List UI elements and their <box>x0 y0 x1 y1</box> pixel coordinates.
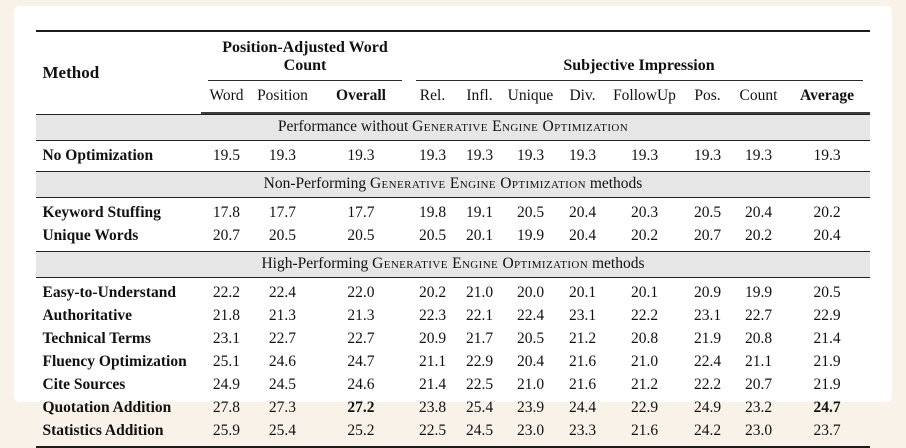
value-cell: 19.5 <box>212 147 241 164</box>
table-row <box>36 278 869 305</box>
band-text-suffix: methods <box>588 255 645 272</box>
value-cell: 20.4 <box>568 204 597 221</box>
method-cell: Fluency Optimization <box>42 353 187 370</box>
band-text-prefix: Non-Performing <box>263 175 370 192</box>
table-row <box>36 141 869 171</box>
group-header-word-count <box>201 32 408 81</box>
table-row <box>36 198 869 225</box>
value-cell: 19.3 <box>516 147 545 164</box>
value-cell: 20.5 <box>516 330 545 347</box>
section-band-row <box>36 171 869 198</box>
table-row <box>36 305 869 328</box>
value-cell: 25.9 <box>212 422 241 439</box>
value-cell: 20.7 <box>693 227 722 244</box>
value-cell: 17.7 <box>268 204 297 221</box>
value-cell: 21.4 <box>813 330 841 347</box>
value-cell: 22.9 <box>813 307 841 324</box>
value-cell: 22.3 <box>418 307 447 324</box>
value-cell: 22.4 <box>516 307 545 324</box>
value-cell: 21.1 <box>744 353 773 370</box>
col-header-div: Div. <box>559 81 607 114</box>
value-cell: 24.4 <box>568 399 597 416</box>
band-text-smallcaps: Generative Engine Optimization <box>412 118 629 135</box>
value-cell: 25.2 <box>347 422 375 439</box>
value-cell: 24.2 <box>693 422 722 439</box>
value-cell: 19.3 <box>347 147 375 164</box>
value-cell: 19.9 <box>516 227 545 244</box>
method-cell: Statistics Addition <box>42 422 164 439</box>
value-cell: 19.3 <box>813 147 841 164</box>
value-cell: 19.3 <box>418 147 447 164</box>
band-text-suffix: methods <box>585 175 643 192</box>
group-label-subjective: Subjective Impression <box>416 57 863 81</box>
value-cell: 20.4 <box>516 353 545 370</box>
band-text-smallcaps: Generative Engine Optimization <box>372 255 589 272</box>
value-cell: 24.7 <box>813 399 841 416</box>
method-cell: Cite Sources <box>42 376 126 393</box>
value-cell: 23.0 <box>516 422 545 439</box>
value-cell: 22.1 <box>465 307 494 324</box>
col-header-followup: FollowUp <box>607 81 683 114</box>
value-cell: 19.3 <box>693 147 722 164</box>
value-cell: 20.5 <box>418 227 447 244</box>
value-cell: 20.5 <box>516 204 545 221</box>
value-cell: 21.2 <box>630 376 659 393</box>
value-cell: 24.9 <box>693 399 722 416</box>
method-column-header: Method <box>42 63 100 82</box>
value-cell: 19.3 <box>268 147 297 164</box>
method-cell: Authoritative <box>42 307 133 324</box>
value-cell: 17.8 <box>212 204 241 221</box>
section-band <box>36 251 869 278</box>
value-cell: 23.3 <box>568 422 597 439</box>
value-cell: 21.4 <box>418 376 447 393</box>
value-cell: 24.5 <box>268 376 297 393</box>
value-cell: 19.8 <box>418 204 447 221</box>
value-cell: 20.1 <box>630 284 659 301</box>
col-header-average: Average <box>785 81 870 114</box>
value-cell: 19.3 <box>568 147 597 164</box>
value-cell: 20.2 <box>630 227 659 244</box>
value-cell: 21.0 <box>630 353 659 370</box>
value-cell: 25.4 <box>465 399 494 416</box>
value-cell: 21.3 <box>347 307 375 324</box>
value-cell: 27.3 <box>268 399 297 416</box>
results-table <box>36 30 869 448</box>
table-row <box>36 351 869 374</box>
value-cell: 21.6 <box>568 376 597 393</box>
value-cell: 22.4 <box>693 353 722 370</box>
value-cell: 23.0 <box>744 422 773 439</box>
band-text-prefix: Performance without <box>277 118 413 135</box>
value-cell: 25.4 <box>268 422 297 439</box>
col-header-rel: Rel. <box>409 81 457 114</box>
value-cell: 20.2 <box>813 204 841 221</box>
value-cell: 20.2 <box>418 284 447 301</box>
value-cell: 20.4 <box>744 204 773 221</box>
value-cell: 21.1 <box>418 353 447 370</box>
method-cell: Quotation Addition <box>42 399 172 416</box>
value-cell: 20.0 <box>516 284 545 301</box>
value-cell: 22.2 <box>630 307 659 324</box>
value-cell: 20.8 <box>630 330 659 347</box>
value-cell: 21.9 <box>813 376 841 393</box>
value-cell: 19.3 <box>630 147 659 164</box>
value-cell: 20.1 <box>465 227 494 244</box>
section-band <box>36 171 869 198</box>
value-cell: 20.2 <box>744 227 773 244</box>
method-cell: Easy-to-Understand <box>42 284 176 301</box>
value-cell: 20.5 <box>347 227 375 244</box>
table-row <box>36 225 869 252</box>
value-cell: 23.1 <box>212 330 241 347</box>
value-cell: 20.3 <box>630 204 659 221</box>
col-header-count: Count <box>733 81 785 114</box>
group-header-row <box>36 32 869 81</box>
col-header-word: Word <box>201 81 251 114</box>
table-row <box>36 328 869 351</box>
value-cell: 24.7 <box>347 353 375 370</box>
value-cell: 22.5 <box>418 422 447 439</box>
value-cell: 19.1 <box>465 204 494 221</box>
value-cell: 20.8 <box>744 330 773 347</box>
value-cell: 23.1 <box>568 307 597 324</box>
value-cell: 21.0 <box>465 284 494 301</box>
section-band <box>36 114 869 141</box>
value-cell: 20.5 <box>813 284 841 301</box>
value-cell: 20.7 <box>212 227 241 244</box>
value-cell: 22.7 <box>744 307 773 324</box>
value-cell: 19.3 <box>744 147 773 164</box>
table-body <box>36 114 869 446</box>
value-cell: 22.7 <box>347 330 375 347</box>
value-cell: 21.0 <box>516 376 545 393</box>
value-cell: 24.6 <box>347 376 375 393</box>
value-cell: 20.5 <box>693 204 722 221</box>
value-cell: 21.6 <box>630 422 659 439</box>
value-cell: 21.3 <box>268 307 297 324</box>
table-row <box>36 397 869 420</box>
col-header-unique: Unique <box>503 81 559 114</box>
value-cell: 22.9 <box>630 399 659 416</box>
value-cell: 24.9 <box>212 376 241 393</box>
value-cell: 24.6 <box>268 353 297 370</box>
value-cell: 23.8 <box>418 399 447 416</box>
value-cell: 23.9 <box>516 399 545 416</box>
table-header <box>36 32 869 114</box>
method-cell: No Optimization <box>42 147 154 164</box>
value-cell: 21.7 <box>465 330 494 347</box>
value-cell: 19.9 <box>744 284 773 301</box>
col-header-pos: Pos. <box>683 81 733 114</box>
group-label-word-count: Position-Adjusted Word Count <box>208 39 401 81</box>
band-text-smallcaps: Generative Engine Optimization <box>369 175 586 192</box>
method-cell: Unique Words <box>42 227 139 244</box>
method-cell: Keyword Stuffing <box>42 204 161 221</box>
value-cell: 20.4 <box>568 227 597 244</box>
method-cell: Technical Terms <box>42 330 151 347</box>
value-cell: 17.7 <box>347 204 375 221</box>
value-cell: 21.6 <box>568 353 597 370</box>
value-cell: 22.4 <box>268 284 297 301</box>
value-cell: 23.1 <box>693 307 722 324</box>
table-row <box>36 420 869 447</box>
value-cell: 22.9 <box>465 353 494 370</box>
band-text-prefix: High-Performing <box>261 255 373 272</box>
value-cell: 21.9 <box>693 330 722 347</box>
section-band-row <box>36 114 869 141</box>
value-cell: 20.7 <box>744 376 773 393</box>
table-row <box>36 374 869 397</box>
value-cell: 25.1 <box>212 353 241 370</box>
value-cell: 22.2 <box>212 284 241 301</box>
group-header-subjective <box>409 32 870 81</box>
col-header-infl: Infl. <box>457 81 503 114</box>
value-cell: 20.1 <box>568 284 597 301</box>
value-cell: 22.5 <box>465 376 494 393</box>
value-cell: 20.4 <box>813 227 841 244</box>
value-cell: 19.3 <box>465 147 494 164</box>
paper-card <box>14 6 892 439</box>
value-cell: 20.9 <box>418 330 447 347</box>
col-header-position: Position <box>251 81 313 114</box>
section-band-row <box>36 251 869 278</box>
value-cell: 21.2 <box>568 330 597 347</box>
value-cell: 22.7 <box>268 330 297 347</box>
value-cell: 27.2 <box>347 399 375 416</box>
col-header-overall: Overall <box>313 81 408 114</box>
value-cell: 21.8 <box>212 307 241 324</box>
value-cell: 20.9 <box>693 284 722 301</box>
value-cell: 23.7 <box>813 422 841 439</box>
value-cell: 21.9 <box>813 353 841 370</box>
value-cell: 23.2 <box>744 399 773 416</box>
value-cell: 20.5 <box>268 227 297 244</box>
value-cell: 27.8 <box>212 399 241 416</box>
value-cell: 22.0 <box>347 284 375 301</box>
value-cell: 24.5 <box>465 422 494 439</box>
value-cell: 22.2 <box>693 376 722 393</box>
